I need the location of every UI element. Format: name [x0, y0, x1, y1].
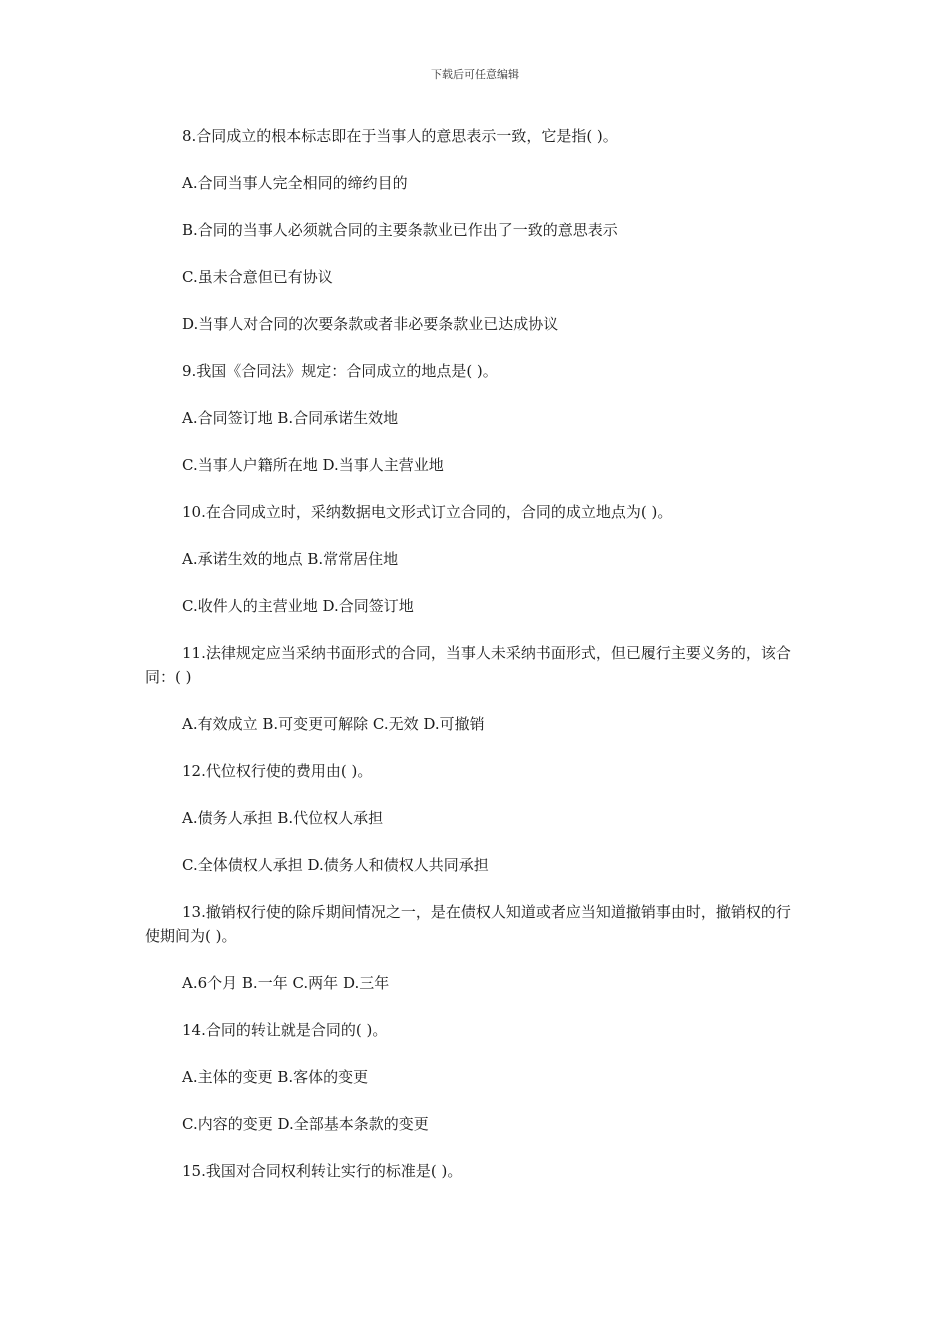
options-13: A.6个月 B.一年 C.两年 D.三年	[182, 974, 390, 992]
page-header-note: 下载后可任意编辑	[431, 68, 519, 81]
question-13: 13.撤销权行使的除斥期间情况之一，是在债权人知道或者应当知道撤销事由时，撤销权的行使期间为( )。	[145, 903, 791, 945]
question-12: 12.代位权行使的费用由( )。	[182, 762, 373, 780]
options-9ab: A.合同签订地 B.合同承诺生效地	[182, 409, 399, 427]
options-12cd: C.全体债权人承担 D.债务人和债权人共同承担	[182, 856, 489, 874]
options-10cd: C.收件人的主营业地 D.合同签订地	[182, 597, 414, 615]
question-15: 15.我国对合同权利转让实行的标准是( )。	[182, 1162, 463, 1180]
options-14cd: C.内容的变更 D.全部基本条款的变更	[182, 1115, 429, 1133]
option-8b: B.合同的当事人必须就合同的主要条款业已作出了一致的意思表示	[182, 221, 618, 239]
options-12ab: A.债务人承担 B.代位权人承担	[182, 809, 384, 827]
options-11: A.有效成立 B.可变更可解除 C.无效 D.可撤销	[182, 715, 485, 733]
question-10: 10.在合同成立时，采纳数据电文形式订立合同的，合同的成立地点为( )。	[182, 503, 673, 521]
question-8: 8.合同成立的根本标志即在于当事人的意思表示一致，它是指( )。	[182, 127, 618, 145]
document-body	[145, 124, 800, 1206]
question-14: 14.合同的转让就是合同的( )。	[182, 1021, 388, 1039]
option-8d: D.当事人对合同的次要条款或者非必要条款业已达成协议	[182, 315, 559, 333]
question-9: 9.我国《合同法》规定：合同成立的地点是( )。	[182, 362, 498, 380]
option-8c: C.虽未合意但已有协议	[182, 268, 333, 286]
options-14ab: A.主体的变更 B.客体的变更	[182, 1068, 369, 1086]
options-9cd: C.当事人户籍所在地 D.当事人主营业地	[182, 456, 444, 474]
options-10ab: A.承诺生效的地点 B.常常居住地	[182, 550, 399, 568]
option-8a: A.合同当事人完全相同的缔约目的	[182, 174, 408, 192]
question-11: 11.法律规定应当采纳书面形式的合同，当事人未采纳书面形式，但已履行主要义务的，该合同：( )	[145, 644, 791, 686]
